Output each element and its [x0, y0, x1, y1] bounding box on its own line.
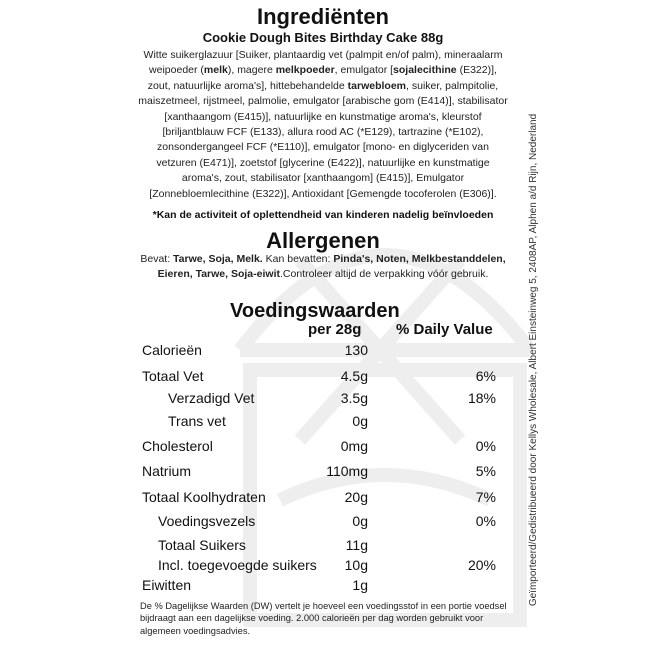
nutrition-row — [138, 577, 508, 597]
nutrition-title: Voedingswaarden — [230, 300, 400, 322]
nutrient-amount: 3.5g — [340, 390, 368, 406]
warning-text: *Kan de activiteit of oplettendheid van kinderen nadelig beïnvloeden — [152, 209, 494, 221]
nutrient-amount: 0mg — [340, 438, 368, 454]
nutrition-row — [138, 463, 508, 483]
nutrient-label: Calorieën — [142, 342, 202, 358]
ingredients-text-part: ), magere — [227, 64, 276, 77]
allergens-text-part: Kan bevatten: — [262, 253, 334, 265]
ingredients-text-part: , emulgator [ — [334, 64, 394, 77]
allergens-text — [138, 252, 508, 283]
nutrient-amount: 0g — [352, 413, 368, 429]
ingredients-text-part: melk — [203, 64, 228, 77]
ingredients-text-part: Witte suikerglazuur [Suiker, plantaardig vet (palmpit en/of palm), mineraalarm weipoeder ( — [143, 49, 503, 77]
nutrient-label: Totaal Suikers — [158, 537, 246, 553]
nutrient-daily-value: 7% — [475, 489, 496, 505]
allergens-title: Allergenen — [266, 228, 380, 253]
ingredients-text — [138, 48, 508, 202]
daily-value-header: % Daily Value — [396, 321, 493, 338]
product-name: Cookie Dough Bites Birthday Cake 88g — [202, 30, 444, 45]
allergens-text-part: Tarwe, Soja, Melk. — [173, 253, 263, 265]
allergens-text-part: Pinda's, Noten, Melkbestanddelen, Eieren, Tarwe, Soja-eiwit — [157, 253, 506, 281]
nutrient-label: Voedingsvezels — [158, 513, 256, 529]
nutrient-amount: 20g — [344, 489, 368, 505]
nutrient-label: Trans vet — [168, 413, 226, 429]
nutrient-amount: 11g — [345, 537, 368, 553]
nutrient-label: Incl. toegevoegde suikers — [158, 557, 317, 573]
ingredients-text-part: (E322)], zout, natuurlijke aroma's], hittebehandelde — [147, 64, 497, 92]
nutrient-amount: 0g — [352, 513, 368, 529]
allergens-text-part: Bevat: — [140, 253, 174, 265]
nutrient-daily-value: 6% — [475, 368, 496, 384]
allergens-text-part: .Controleer altijd de verpakking vóór gebruik. — [280, 268, 489, 281]
nutrient-daily-value: 5% — [475, 463, 496, 479]
nutrient-label: Natrium — [142, 463, 192, 479]
per-serving-header: per 28g — [308, 321, 362, 338]
nutrition-row — [138, 413, 508, 433]
ingredients-text-part: tarwebloem — [347, 79, 407, 92]
nutrient-amount: 1g — [352, 577, 368, 593]
nutrient-daily-value: 0% — [475, 438, 496, 454]
ingredients-text-part: sojalecithine — [393, 64, 457, 77]
nutrition-row — [138, 489, 508, 509]
nutrition-footnote: De % Dagelijkse Waarden (DW) vertelt je hoeveel een voedingsstof in een portie voedsel bijdraagt aan een dagelijkse voeding. 2.000 calorieën per dag worden gebruikt voor algemeen voedingsadvies. — [140, 601, 507, 636]
nutrient-daily-value: 20% — [467, 557, 496, 573]
nutrition-row — [138, 390, 508, 410]
ingredients-text-part: , suiker, palmpitolie, maiszetmeel, rijstmeel, palmolie, emulgator [arabische gom (E414)], stabilisator [xanthaangom (E415)], natuurlijke en kunstmatige aroma's, kleurstof [briljantblauw FCF (E133), allura rood AC (*E129), tartrazine (*E102), zonsondergangeel FCF (*E110)], emulgator [mono- en diglyceriden van vetzuren (E471)], zoetstof [glycerine (E422)], natuurlijke en kunstmatige aroma's, zout, stabilisator [xanthaangom] (E415)], Emulgator [Zonnebloemlecithine (E322)], Antioxidant [Gemengde tocoferolen (E306)]. — [138, 79, 508, 200]
importer-side-text: Geïmporteerd/Gedistribueerd door Kellys Wholesale, Albert Einsteinweg 5, 2408AP, Alphen a/d Rijn, Nederland — [528, 113, 539, 607]
nutrient-amount: 130 — [344, 342, 368, 358]
nutrient-amount: 10g — [344, 557, 368, 573]
ingredients-title: Ingrediënten — [256, 4, 389, 29]
nutrition-row — [138, 342, 508, 362]
ingredients-text-part: melkpoeder — [275, 64, 335, 77]
nutrient-label: Totaal Vet — [142, 368, 204, 384]
nutrition-row — [138, 557, 508, 577]
nutrient-label: Cholesterol — [142, 438, 213, 454]
nutrition-row — [138, 537, 508, 557]
nutrition-row — [138, 513, 508, 533]
nutrient-daily-value: 18% — [467, 390, 496, 406]
nutrition-row — [138, 368, 508, 388]
nutrient-label: Totaal Koolhydraten — [142, 489, 266, 505]
nutrient-daily-value: 0% — [475, 513, 496, 529]
nutrient-amount: 110mg — [326, 463, 368, 479]
nutrient-label: Eiwitten — [142, 577, 192, 593]
nutrition-row — [138, 438, 508, 458]
nutrient-label: Verzadigd Vet — [168, 390, 255, 406]
nutrient-amount: 4.5g — [340, 368, 368, 384]
